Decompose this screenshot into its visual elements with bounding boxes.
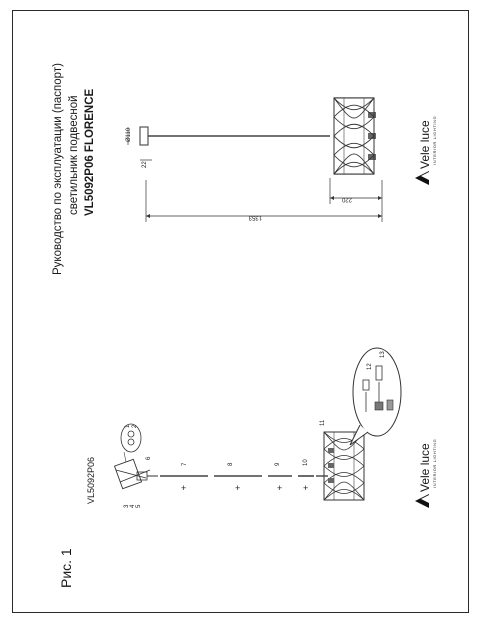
dimension-small: 22 bbox=[142, 161, 148, 168]
part-number: 5 bbox=[136, 504, 142, 508]
part-number: 13 bbox=[380, 351, 386, 358]
brand-tagline-bottom: INTERIOR LIGHTING bbox=[432, 438, 437, 488]
part-number: 8 bbox=[228, 462, 234, 466]
part-number: 9 bbox=[275, 462, 281, 466]
brand-name-top: Vele luce bbox=[418, 120, 432, 169]
part-number: 1 bbox=[125, 424, 131, 428]
part-number: 4 bbox=[130, 504, 136, 508]
dimension-canopy: Ø110 bbox=[126, 127, 132, 142]
svg-text:+: + bbox=[277, 483, 283, 493]
title-line-1: Руководство по эксплуатации (паспорт) bbox=[52, 63, 64, 275]
part-number: 6 bbox=[146, 456, 152, 460]
part-number: 2 bbox=[132, 424, 138, 428]
part-number: 3 bbox=[124, 504, 130, 508]
dimension-labels bbox=[126, 127, 352, 220]
brand-logo-bottom-icon bbox=[415, 494, 429, 508]
dimension-shade: 220 bbox=[341, 196, 352, 202]
part-number-labels bbox=[124, 351, 386, 508]
canopy-assembly bbox=[114, 424, 158, 489]
svg-text:+: + bbox=[303, 483, 309, 493]
figure-label: Рис. 1 bbox=[58, 548, 74, 588]
dimension-total: 1353 bbox=[248, 214, 262, 220]
part-number: 10 bbox=[303, 459, 309, 466]
brand-logo-top-icon bbox=[415, 171, 429, 185]
brand-tagline-top: INTERIOR LIGHTING bbox=[432, 115, 437, 165]
assembled-fixture bbox=[140, 112, 376, 160]
model-code: VL5092P06 bbox=[86, 456, 96, 504]
brand-name-bottom: Vele luce bbox=[418, 443, 432, 492]
part-number: 7 bbox=[182, 462, 188, 466]
part-number: 11 bbox=[320, 419, 326, 426]
part-number: 12 bbox=[367, 363, 373, 370]
svg-text:+: + bbox=[181, 483, 187, 493]
detail-bubble bbox=[350, 348, 401, 445]
rod-sections bbox=[160, 476, 314, 493]
title-line-3: VL5092P06 FLORENCE bbox=[84, 88, 96, 216]
svg-text:+: + bbox=[235, 483, 241, 493]
title-line-2: светильник подвесной bbox=[68, 95, 80, 215]
